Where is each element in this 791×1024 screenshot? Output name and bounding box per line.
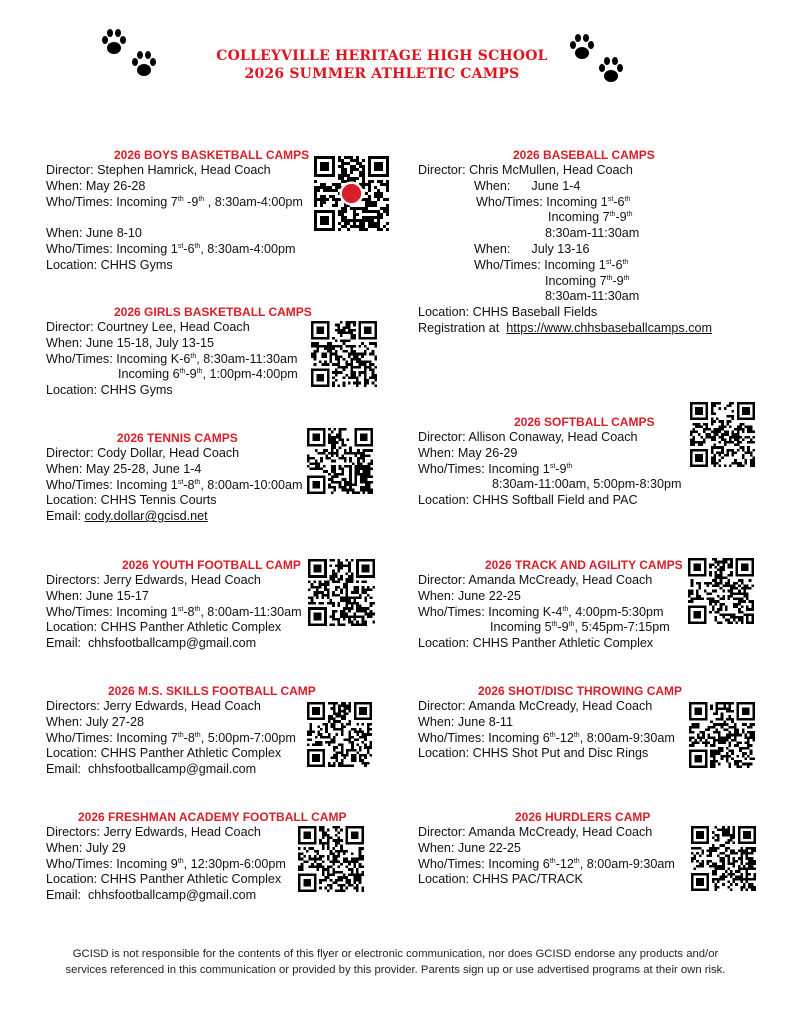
- section-line: Who/Times: Incoming 1st-6th: [476, 194, 631, 209]
- section-line: Director: Cody Dollar, Head Coach: [46, 446, 240, 460]
- section-line: Location: CHHS Panther Athletic Complex: [46, 746, 282, 761]
- section-line: When: June 15-18, July 13-15: [46, 335, 215, 350]
- section-title: 2026 TENNIS CAMPS: [117, 431, 238, 445]
- section-line: Director: Courtney Lee, Head Coach: [46, 320, 250, 334]
- section-line: 8:30am-11:30am: [545, 226, 640, 241]
- section-line: Location: CHHS Gyms: [46, 257, 173, 272]
- basketball-logo-icon: [341, 183, 363, 205]
- section-line: When: June 22-25: [418, 588, 521, 603]
- section-line: When: June 15-17: [46, 588, 149, 603]
- page-title: COLLEYVILLE HERITAGE HIGH SCHOOL: [216, 48, 548, 64]
- section-line: Director: Chris McMullen, Head Coach: [418, 163, 633, 177]
- section-title: 2026 SHOT/DISC THROWING CAMP: [478, 684, 683, 698]
- qr-code[interactable]: [307, 702, 372, 767]
- disclaimer-line-1: GCISD is not responsible for the contents of this flyer or electronic communication, nor does GCISD endorse any products and/or: [72, 948, 719, 960]
- section-line: Location: CHHS Baseball Fields: [418, 305, 598, 320]
- section-line: When: July 29: [46, 840, 126, 855]
- section-line: Who/Times: Incoming K-4th, 4:00pm-5:30pm: [418, 604, 664, 619]
- section-line: Who/Times: Incoming 1st-8th, 8:00am-11:30am: [46, 604, 302, 619]
- qr-code[interactable]: [314, 156, 389, 231]
- section-line: When: May 26-29: [418, 445, 518, 460]
- section-line: Director: Allison Conaway, Head Coach: [418, 430, 638, 444]
- qr-code[interactable]: [298, 826, 364, 892]
- qr-code[interactable]: [689, 702, 755, 768]
- section-line: When: June 1-4: [474, 178, 581, 193]
- section-line: When: June 22-25: [418, 840, 521, 855]
- section-link[interactable]: https://www.chhsbaseballcamps.com: [506, 321, 712, 335]
- section-title: 2026 YOUTH FOOTBALL CAMP: [122, 558, 301, 572]
- section-line: Location: CHHS Shot Put and Disc Rings: [418, 746, 649, 761]
- section-line: Director: Amanda McCready, Head Coach: [418, 573, 653, 587]
- section-title: 2026 GIRLS BASKETBALL CAMPS: [114, 305, 312, 319]
- section-line: Incoming 7th-9th: [548, 210, 633, 225]
- section-line: Location: CHHS Panther Athletic Complex: [418, 636, 654, 651]
- section-line: Email: chhsfootballcamp@gmail.com: [46, 888, 257, 903]
- section-line: Location: CHHS Panther Athletic Complex: [46, 872, 282, 887]
- line-label: Email:: [46, 509, 85, 524]
- section-line: Location: CHHS Softball Field and PAC: [418, 493, 638, 508]
- section-title: 2026 TRACK AND AGILITY CAMPS: [485, 558, 683, 572]
- section-line: Who/Times: Incoming 9th, 12:30pm-6:00pm: [46, 856, 286, 871]
- section-line: When: July 27-28: [46, 714, 145, 729]
- qr-code[interactable]: [311, 321, 377, 387]
- section-line: 8:30am-11:00am, 5:00pm-8:30pm: [492, 477, 682, 492]
- line-label: Registration at: [418, 321, 507, 335]
- qr-code[interactable]: [688, 558, 754, 624]
- section-line: Who/Times: Incoming 1st-6th, 8:30am-4:00pm: [46, 242, 296, 256]
- section-title: 2026 M.S. SKILLS FOOTBALL CAMP: [108, 684, 316, 698]
- qr-code[interactable]: [308, 559, 375, 626]
- section-line: Director: Amanda McCready, Head Coach: [418, 825, 653, 839]
- section-title: 2026 BOYS BASKETBALL CAMPS: [114, 148, 310, 162]
- section-line: Email: chhsfootballcamp@gmail.com: [46, 636, 257, 651]
- section-line: Location: CHHS Gyms: [46, 383, 173, 398]
- section-line: Location: CHHS PAC/TRACK: [418, 872, 583, 887]
- section-line: Who/Times: Incoming 6th-12th, 8:00am-9:30am: [418, 730, 675, 745]
- section-line: 8:30am-11:30am: [545, 289, 640, 304]
- disclaimer-line-2: services referenced in this communication or provided by this provider. Parents sign up or use advertised programs at their own risk.: [65, 964, 726, 976]
- section-line: When: June 8-11: [418, 714, 513, 729]
- section-line: Incoming 6th-9th, 1:00pm-4:00pm: [118, 367, 298, 382]
- section-line: [46, 509, 208, 524]
- section-line: [418, 321, 712, 336]
- section-line: Location: CHHS Panther Athletic Complex: [46, 620, 282, 635]
- page-subtitle: 2026 SUMMER ATHLETIC CAMPS: [244, 66, 520, 82]
- qr-code[interactable]: [691, 826, 756, 891]
- section-line: Directors: Jerry Edwards, Head Coach: [46, 699, 261, 713]
- section-line: Email: chhsfootballcamp@gmail.com: [46, 762, 257, 777]
- section-line: When: June 8-10: [46, 226, 142, 241]
- qr-code[interactable]: [690, 402, 755, 467]
- section-line: When: May 26-28: [46, 178, 146, 193]
- section-line: Who/Times: Incoming 7th -9th , 8:30am-4:00pm: [46, 194, 303, 209]
- section-line: Who/Times: Incoming 1st-6th: [474, 257, 629, 272]
- section-line: Director: Stephen Hamrick, Head Coach: [46, 163, 271, 177]
- section-line: Incoming 5th-9th, 5:45pm-7:15pm: [490, 620, 670, 635]
- section-title: 2026 BASEBALL CAMPS: [513, 148, 655, 162]
- section-line: Directors: Jerry Edwards, Head Coach: [46, 825, 261, 839]
- section-line: When: July 13-16: [474, 242, 590, 256]
- section-line: Who/Times: Incoming 7th-8th, 5:00pm-7:00pm: [46, 730, 296, 745]
- section-line: Who/Times: Incoming K-6th, 8:30am-11:30am: [46, 351, 298, 366]
- section-line: Who/Times: Incoming 1st-8th, 8:00am-10:00am: [46, 477, 303, 492]
- section-line: Incoming 7th-9th: [545, 273, 630, 288]
- section-title: 2026 FRESHMAN ACADEMY FOOTBALL CAMP: [78, 810, 347, 824]
- section-link[interactable]: cody.dollar@gcisd.net: [84, 509, 208, 524]
- qr-code[interactable]: [307, 428, 373, 494]
- section-line: Directors: Jerry Edwards, Head Coach: [46, 573, 261, 587]
- section-title: 2026 HURDLERS CAMP: [515, 810, 651, 824]
- section-line: When: May 25-28, June 1-4: [46, 461, 202, 476]
- section-line: Who/Times: Incoming 1st-9th: [418, 461, 573, 476]
- section-title: 2026 SOFTBALL CAMPS: [514, 415, 655, 429]
- section-line: Location: CHHS Tennis Courts: [46, 493, 217, 508]
- section-line: Director: Amanda McCready, Head Coach: [418, 699, 653, 713]
- section-line: Who/Times: Incoming 6th-12th, 8:00am-9:30am: [418, 856, 675, 871]
